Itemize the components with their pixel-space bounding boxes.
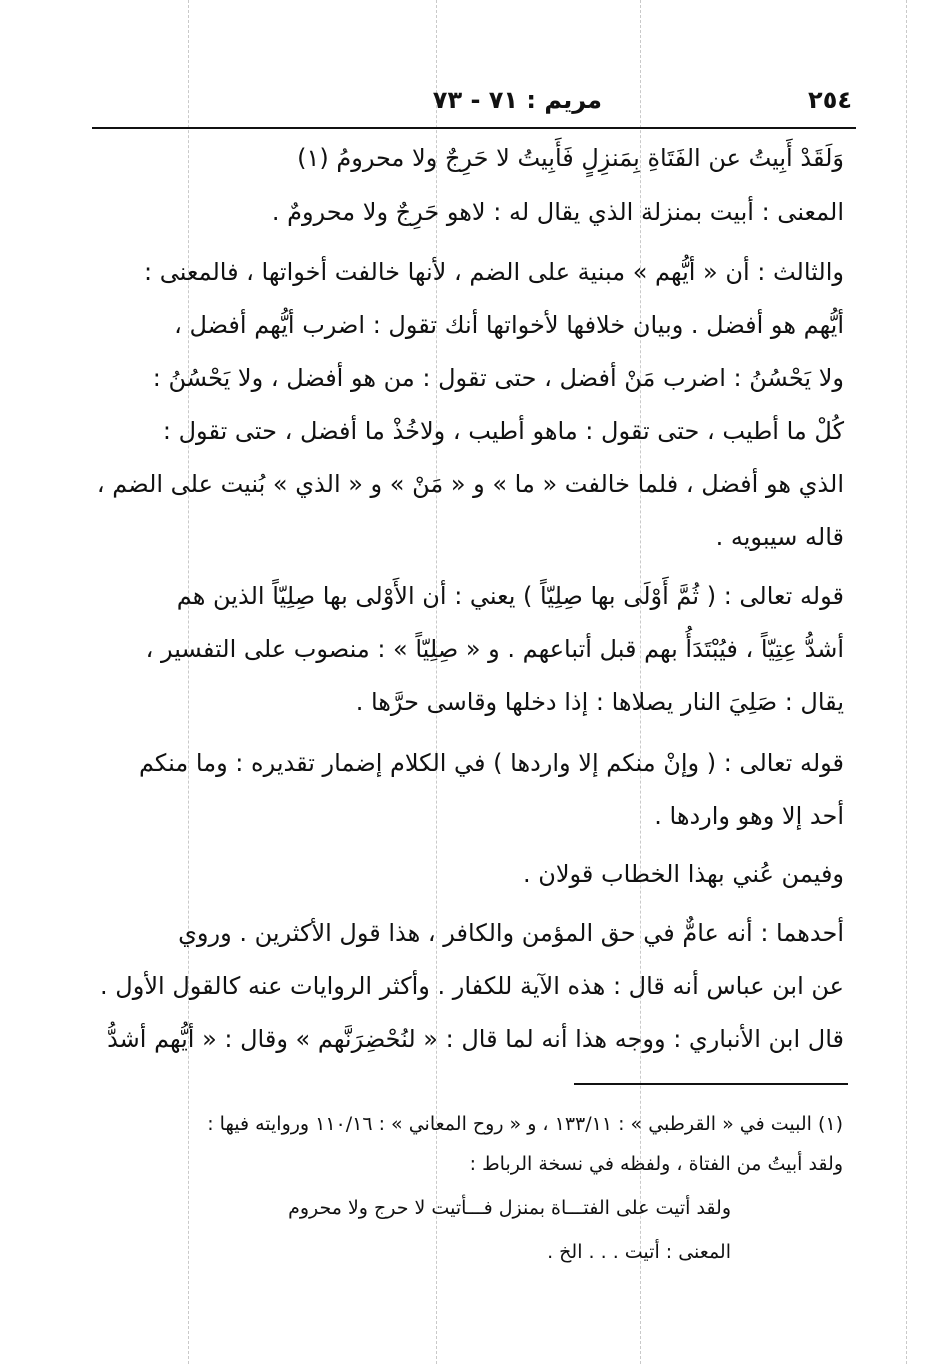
- text-line: ولا يَحْسُنُ : اضرب مَنْ أفضل ، حتى تقول : من هو أفضل ، ولا يَحْسُنُ :: [152, 364, 844, 392]
- text-line: كُلْ ما أطيب ، حتى تقول : ماهو أطيب ، ولاخُذْ ما أفضل ، حتى تقول :: [162, 417, 844, 445]
- text-line: عن ابن عباس أنه قال : هذه الآية للكفار . وأكثر الروايات عنه كالقول الأول .: [100, 972, 844, 1000]
- text-line: أحد إلا وهو واردها .: [654, 802, 844, 830]
- page-number: ٢٥٤: [808, 86, 852, 114]
- text-line: وفيمن عُني بهذا الخطاب قولان .: [522, 860, 844, 888]
- page-header: [92, 86, 852, 126]
- text-line: يقال : صَلِيَ النار يصلاها : إذا دخلها وقاسى حرَّها .: [355, 688, 844, 716]
- text-line: أحدهما : أنه عامٌّ في حق المؤمن والكافر ، هذا قول الأكثرين . وروي: [178, 919, 844, 947]
- text-line: قال ابن الأنباري : ووجه هذا أنه لما قال : « لنُحْضِرَنَّهم » وقال : « أيُّهم أشدُّ: [107, 1025, 844, 1053]
- header-rule: [92, 127, 856, 129]
- footnote-line: ولقد أبيتُ من الفتاة ، ولفظه في نسخة الرباط :: [469, 1153, 843, 1175]
- text-line: أشدُّ عِتِيّاً ، فيُبْتَدَأُ بهم قبل أتباعهم . و « صِلِيّاً » : منصوب على التفسير ،: [145, 635, 844, 663]
- footnote-rule: [574, 1083, 848, 1085]
- text-line: المعنى : أبيت بمنزلة الذي يقال له : لاهو حَرِجٌ ولا محرومٌ .: [271, 198, 844, 226]
- footnote-line: (١) البيت في « القرطبي » : ١٣٣/١١ ، و « روح المعاني » : ١١٠/١٦ وروايته فيها :: [207, 1113, 843, 1135]
- running-head: مريم : ٧١ - ٧٣: [432, 86, 602, 114]
- text-line: قوله تعالى : ( وإنْ منكم إلا واردها ) في الكلام إضمار تقديره : وما منكم: [138, 749, 844, 777]
- text-line: قاله سيبويه .: [715, 523, 844, 551]
- footnote-verse: ولقد أتيت على الفتـــاة بمنزل فـــأتيت لا حرج ولا محروم: [288, 1197, 731, 1219]
- text-line: الذي هو أفضل ، فلما خالفت « ما » و « مَنْ » و « الذي » بُنيت على الضم ،: [96, 470, 844, 498]
- text-line: أيُّهم هو أفضل . وبيان خلافها لأخواتها أنك تقول : اضرب أيُّهم أفضل ،: [174, 311, 844, 339]
- footnote-line: المعنى : أتيت . . . الخ .: [547, 1241, 731, 1263]
- text-line: قوله تعالى : ( ثُمَّ أَوْلَى بها صِلِيّاً ) يعني : أن الأَوْلى بها صِلِيّاً الذين هم: [176, 582, 844, 610]
- verse-line: وَلَقَدْ أَبِيتُ عن الفَتَاةِ بِمَنزِلٍ فَأَبِيتُ لا حَرِجٌ ولا محرومُ (١): [297, 144, 844, 172]
- scan-dotted-line: [906, 0, 907, 1364]
- text-line: والثالث : أن « أيُّهم » مبنية على الضم ، لأنها خالفت أخواتها ، فالمعنى :: [144, 258, 844, 286]
